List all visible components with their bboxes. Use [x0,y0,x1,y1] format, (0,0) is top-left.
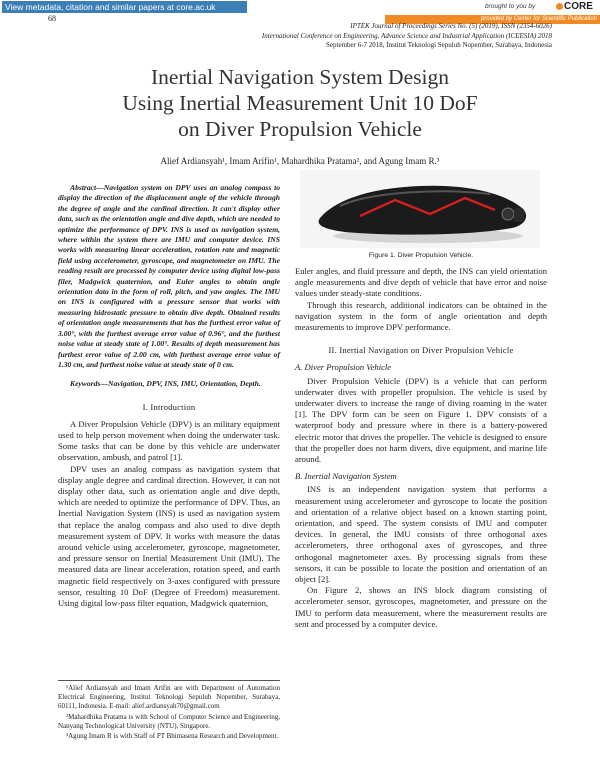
journal-line-1: IPTEK Journal of Proceedings Series No. (5) (2019), ISSN (2354-6026) [350,22,552,30]
subsection-heading-ins: B. Inertial Navigation System [295,471,397,482]
title-line-2: Using Inertial Measurement Unit 10 DoF [122,91,478,115]
dpv-figure-image [300,170,540,248]
intro-paragraph-3: Through this research, additional indicators can be obtained in the navigation system in the form of angle orientation and depth measurements to improve DPV performance. [295,299,547,333]
provider-banner[interactable]: provided by Center for Scientific Publication [385,15,600,24]
subsection-heading-dpv: A. Diver Propulsion Vehicle [295,362,392,373]
paper-title [60,64,540,142]
abstract: Abstract—Navigation system on DPV uses an analog compass to display the direction of the displacement angle of the vehicle through the degree of angle and the cardinal direction. It can't display other data, such as the orientation angle and dive depth, which are needed to optimize the performance of DPV. INS is used as navigation system, where within the system there are IMU and computer device. INS works with measuring linear acceleration, rotation rate and magnetic field using accelerometer, gyroscope, and magnetometer on IMU. The reading result are processed by computer device using digital low-pass filer, Madgwick quaternion, and Euler angles to obtain angle orientation data in the form of roll, pitch, and yaw angles. The IMU on INS is configured with a pressure sensor that works with measuring hidrostatic pressure to obtain dive depth. Obtained results of orientation angle measurements that has the furthest error value of 3.00°, with the furthest average error value of 0.96°, and the furthest noise value at steady state of 1.00°. Results of depth measurement has furthest error value of 2.00 cm, with furthest average error value of 1.30 cm, and furthest noise value at steady state of 0 cm. [58,183,280,369]
journal-line-2: International Conference on Engineering, Advance Science and Industrial Application (ICEESIA) 2018 [261,32,552,40]
dpv-paragraph: Diver Propulsion Vehicle (DPV) is a vehicle that can perform underwater dives with propeller propulsion. The vehicle is used by underwater divers to increase the range of diving roaming in the water [1]. The DPV form can be seen on Figure 1. DPV consists of a waterproof body and pressure where in there is a battery-powered electric motor that drives the propeller. The vehicle is designed to ensure that the propeller does not harm divers, dive equipment, and marine life around. [295,375,547,465]
figure-caption: Figure 1. Diver Propulsion Vehicle. [368,252,474,259]
title-line-3: on Diver Propulsion Vehicle [178,117,422,141]
ins-paragraph-1: INS is an independent navigation system that performs a measurement using accelerometer and gyroscope to locate the position and orientation of a relative object based on a known starting point, orientation, and speed. The system consists of IMU and computer devices. In general, the IMU consists of three orthogonal axes accelerometers, three orthogonal axes of gyroscopes, and three orthogonal magnetometer axes. By processing signals from these sensors, it can be possible to locate the position and orientation of an object [2]. [295,484,547,585]
brought-by-label: brought to you by [485,3,536,10]
ins-paragraph-2: On Figure 2, shows an INS block diagram consisting of accelerometer sensor, gyroscopes, magnetometer, and pressure on the IMU to perform data measurement, where the measurement results are sent and processed by a computer device. [295,585,547,629]
intro-paragraph-1: A Diver Propulsion Vehicle (DPV) is an military equipment used to help person movement when doing the underwater task. Some tasks that can be done by this vehicle are underwater observation, ambush, and patrol [1]. [58,418,280,463]
footnote-3: ³Agung Imam R is with Staff of PT Bhimasena Research and Development. [66,732,279,741]
footnote-1: ¹Alief Ardiansyah and Imam Arifin are with Department of Automation Electrical Engineering, Institut Teknologi Sepuluh Nopember, Surabaya, 60111, Indonesia. E-mail: alief.ardiansyah70@gmail.com [58,684,280,711]
core-metadata-link[interactable]: View metadata, citation and similar papers at core.ac.uk [2,1,247,13]
keywords: Keywords—Navigation, DPV, INS, IMU, Orientation, Depth. [70,379,261,389]
intro-paragraph-2: DPV uses an analog compass as navigation system that display angle degree and cardinal direction. However, it can not display other data, such as orientation angle and dive depth, which are needed to optimize the performance of DPV. Thus, an Inertial Navigation System (INS) is used as navigation system that replace the analog compass and also used to dive depth measurement system of DPV. It works with measure the datas around vehicle using accelerometer, gyroscope, magnetometer, and pressure sensor on Inertial Measurement Unit (IMU). The measured data are linear acceleration, rotation speed, and earth magnetic field respectively on 3-axes configured with pressure sensor, resulting 10 DoF (Degree of Freedom) measurement. Using digital low-pass filter equation, Madgwick quaternion, [58,463,280,608]
core-logo-text: CORE [564,1,593,12]
core-logo-icon [556,3,563,10]
section-heading-inertial-navigation: II. Inertial Navigation on Diver Propulsion Vehicle [328,345,514,356]
intro-paragraph-continued: Euler angles, and fluid pressure and depth, the INS can yield orientation angle measurements and dive depth of vehicle that have error and noise values under steady-state conditions. [295,266,547,299]
footnote-2: ²Mahardhika Pratama is with School of Computer Science and Engineering, Nanyang Technological University (NTU), Singapore. [58,712,280,730]
page-number: 68 [48,14,56,23]
section-heading-introduction: I. Introduction [142,401,196,412]
right-column [295,266,547,630]
author-list: Alief Ardiansyah¹, Imam Arifin¹, Mahardhika Pratama², and Agung Imam R.³ [160,156,440,166]
left-column [58,183,280,609]
title-line-1: Inertial Navigation System Design [151,65,449,89]
journal-line-3: September 6-7 2018, Institut Teknologi Sepuluh Nopember, Surabaya, Indonesia [326,41,552,49]
core-logo[interactable] [556,1,593,12]
footnotes [58,680,280,742]
